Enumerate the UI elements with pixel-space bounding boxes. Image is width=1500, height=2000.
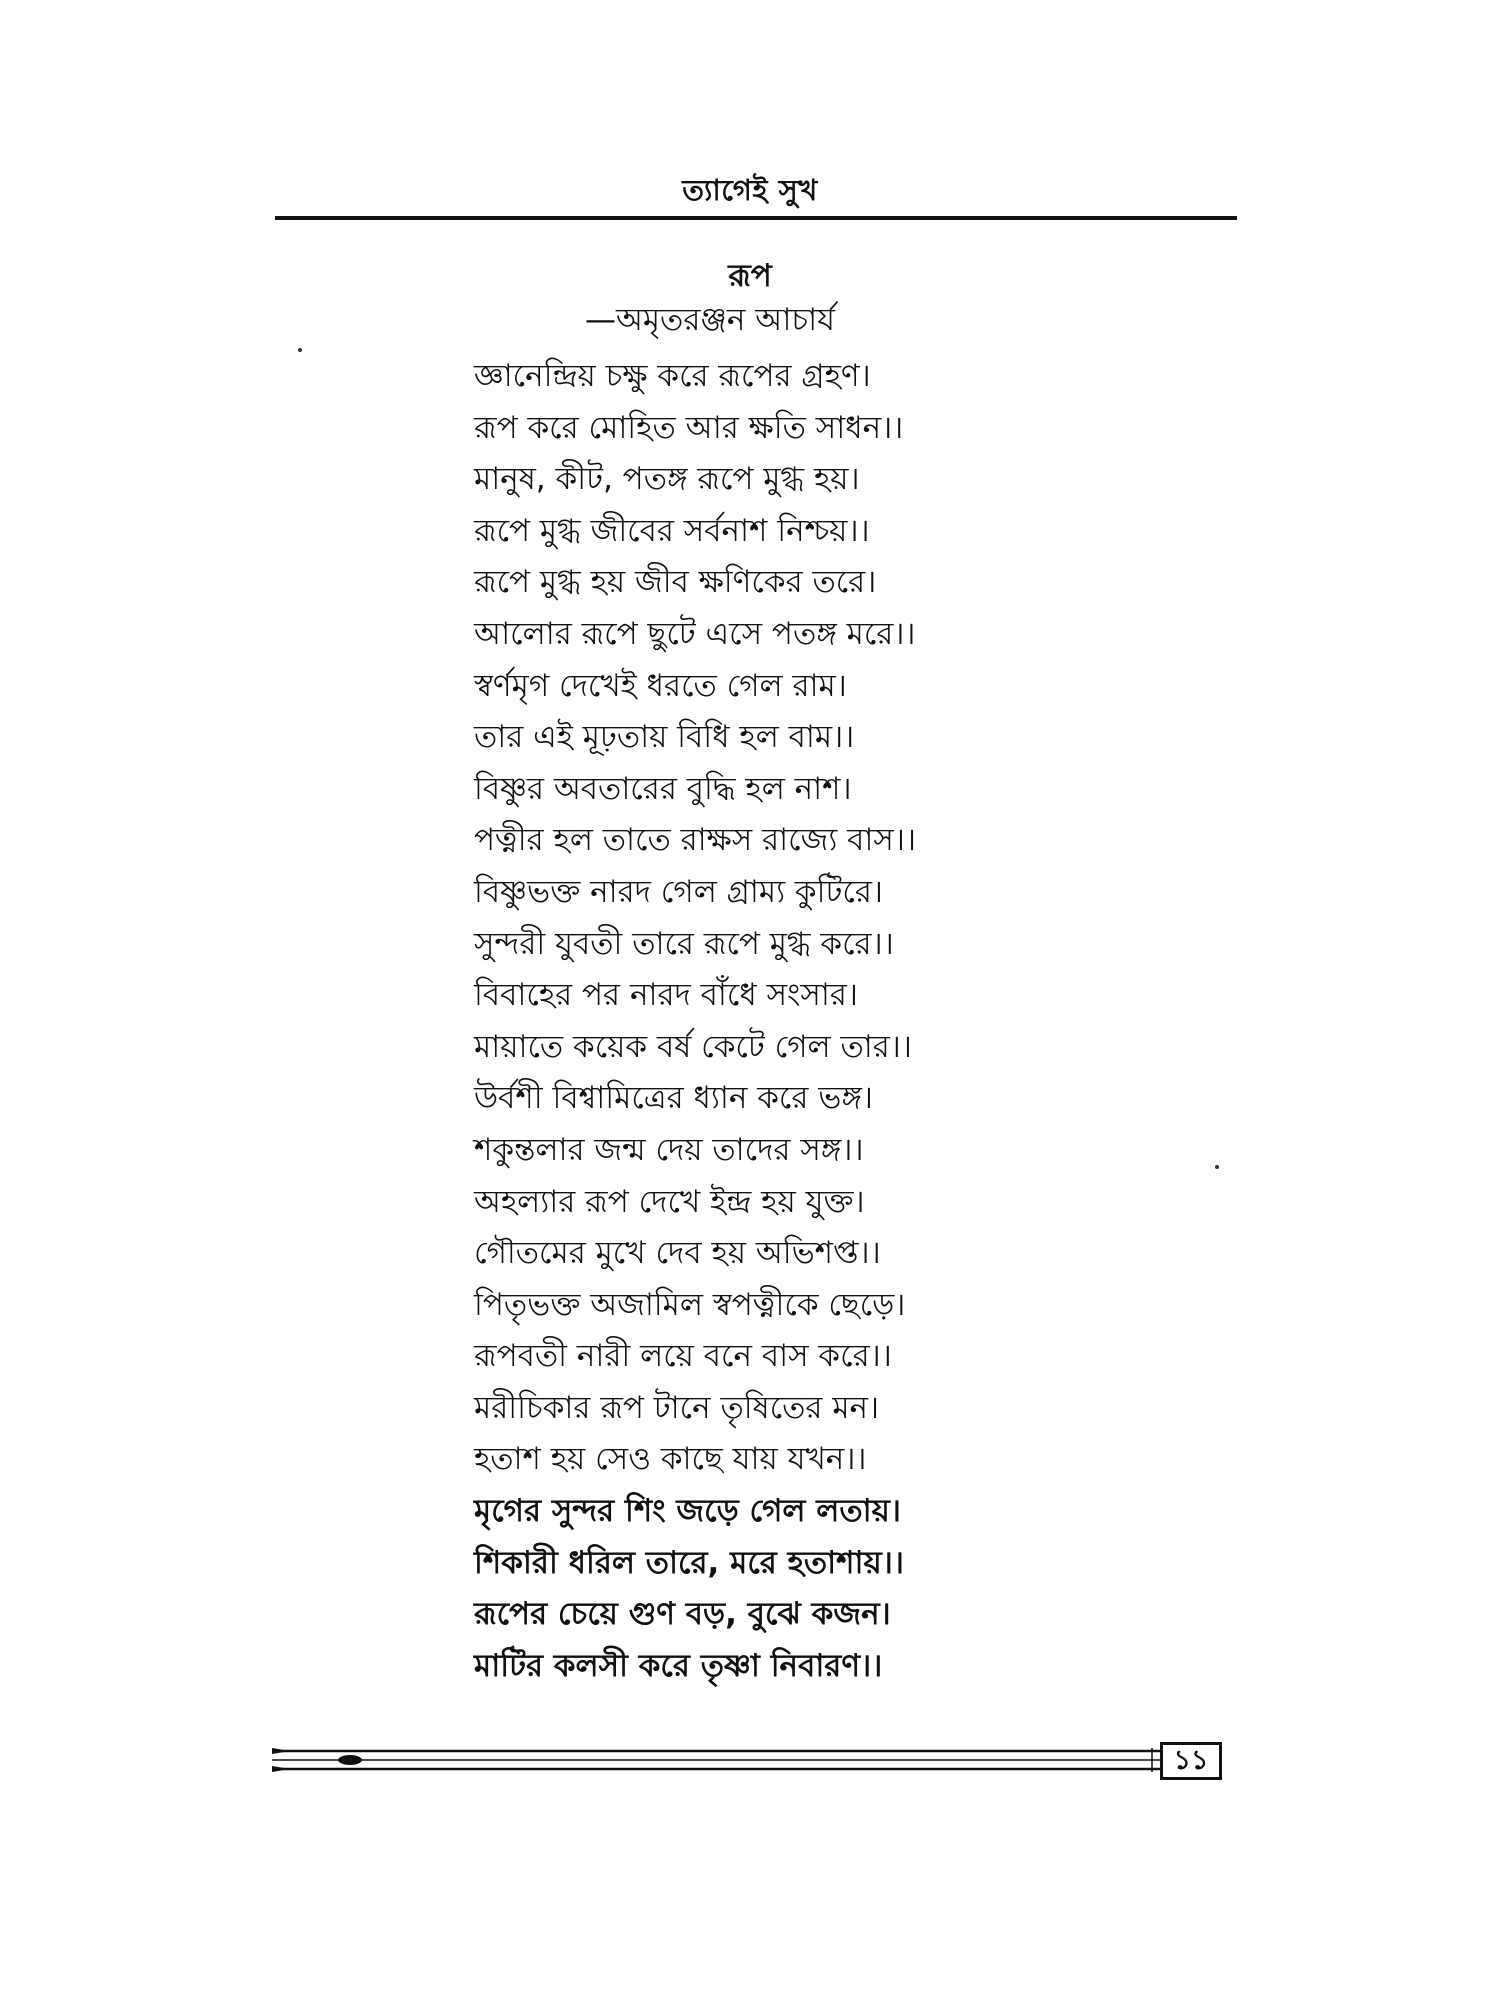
footer-ornament xyxy=(272,1740,1172,1780)
poem-line: জ্ঞানেন্দ্রিয় চক্ষু করে রূপের গ্রহণ। xyxy=(474,358,871,394)
poem-line: পিতৃভক্ত অজামিল স্বপত্নীকে ছেড়ে। xyxy=(474,1286,906,1323)
poem-line: বিষ্ণুভক্ত নারদ গেল গ্রাম্য কুটিরে। xyxy=(474,873,883,910)
print-speck xyxy=(298,348,302,352)
poem-line: মরীচিকার রূপ টানে তৃষিতের মন। xyxy=(474,1389,880,1426)
poem-line: মানুষ, কীট, পতঙ্গ রূপে মুগ্ধ হয়। xyxy=(474,461,860,498)
poem-body xyxy=(474,351,1234,1692)
poem-line: রূপ করে মোহিত আর ক্ষতি সাধন।। xyxy=(474,409,904,446)
poem-line: রূপের চেয়ে গুণ বড়, বুঝে কজন। xyxy=(474,1596,891,1633)
poem-line: রূপে মুগ্ধ জীবের সর্বনাশ নিশ্চয়।। xyxy=(474,512,870,549)
poem-line: তার এই মূঢ়তায় বিধি হল বাম।। xyxy=(474,719,855,756)
poem-line: শকুন্তলার জন্ম দেয় তাদের সঙ্গ।। xyxy=(474,1131,864,1168)
poem-line: মায়াতে কয়েক বর্ষ কেটে গেল তার।। xyxy=(474,1028,912,1065)
poem-line: গৌতমের মুখে দেব হয় অভিশপ্ত।। xyxy=(474,1235,881,1272)
poem-line: আলোর রূপে ছুটে এসে পতঙ্গ মরে।। xyxy=(474,615,916,652)
running-header: ত্যাগেই সুখ xyxy=(682,173,818,207)
page-number: ১১ xyxy=(1160,1742,1222,1780)
poem-title: রূপ xyxy=(728,258,772,294)
poem-line: রূপবতী নারী লয়ে বনে বাস করে।। xyxy=(474,1338,892,1375)
poem-line: হতাশ হয় সেও কাছে যায় যখন।। xyxy=(474,1441,867,1478)
header-rule xyxy=(275,216,1237,220)
poem-line: উর্বশী বিশ্বামিত্রের ধ্যান করে ভঙ্গ। xyxy=(474,1080,873,1117)
poem-line: মাটির কলসী করে তৃষ্ণা নিবারণ।। xyxy=(474,1647,883,1684)
poem-line: শিকারী ধরিল তারে, মরে হতাশায়।। xyxy=(474,1544,904,1581)
poem-line: বিষ্ণুর অবতারের বুদ্ধি হল নাশ। xyxy=(474,770,852,807)
poem-line: বিবাহের পর নারদ বাঁধে সংসার। xyxy=(474,977,859,1014)
poem-line: সুন্দরী যুবতী তারে রূপে মুগ্ধ করে।। xyxy=(474,925,894,962)
poem-line: পত্নীর হল তাতে রাক্ষস রাজ্যে বাস।। xyxy=(474,822,917,859)
poem-author: —অমৃতরঞ্জন আচার্য xyxy=(585,302,835,338)
poem-line: অহল্যার রূপ দেখে ইন্দ্র হয় যুক্ত। xyxy=(474,1183,865,1220)
poem-line: স্বর্ণমৃগ দেখেই ধরতে গেল রাম। xyxy=(474,667,847,704)
ornament-bead xyxy=(338,1755,362,1765)
poem-line: মৃগের সুন্দর শিং জড়ে গেল লতায়। xyxy=(474,1493,901,1530)
poem-line: রূপে মুগ্ধ হয় জীব ক্ষণিকের তরে। xyxy=(474,564,877,601)
print-speck xyxy=(1215,1165,1219,1169)
